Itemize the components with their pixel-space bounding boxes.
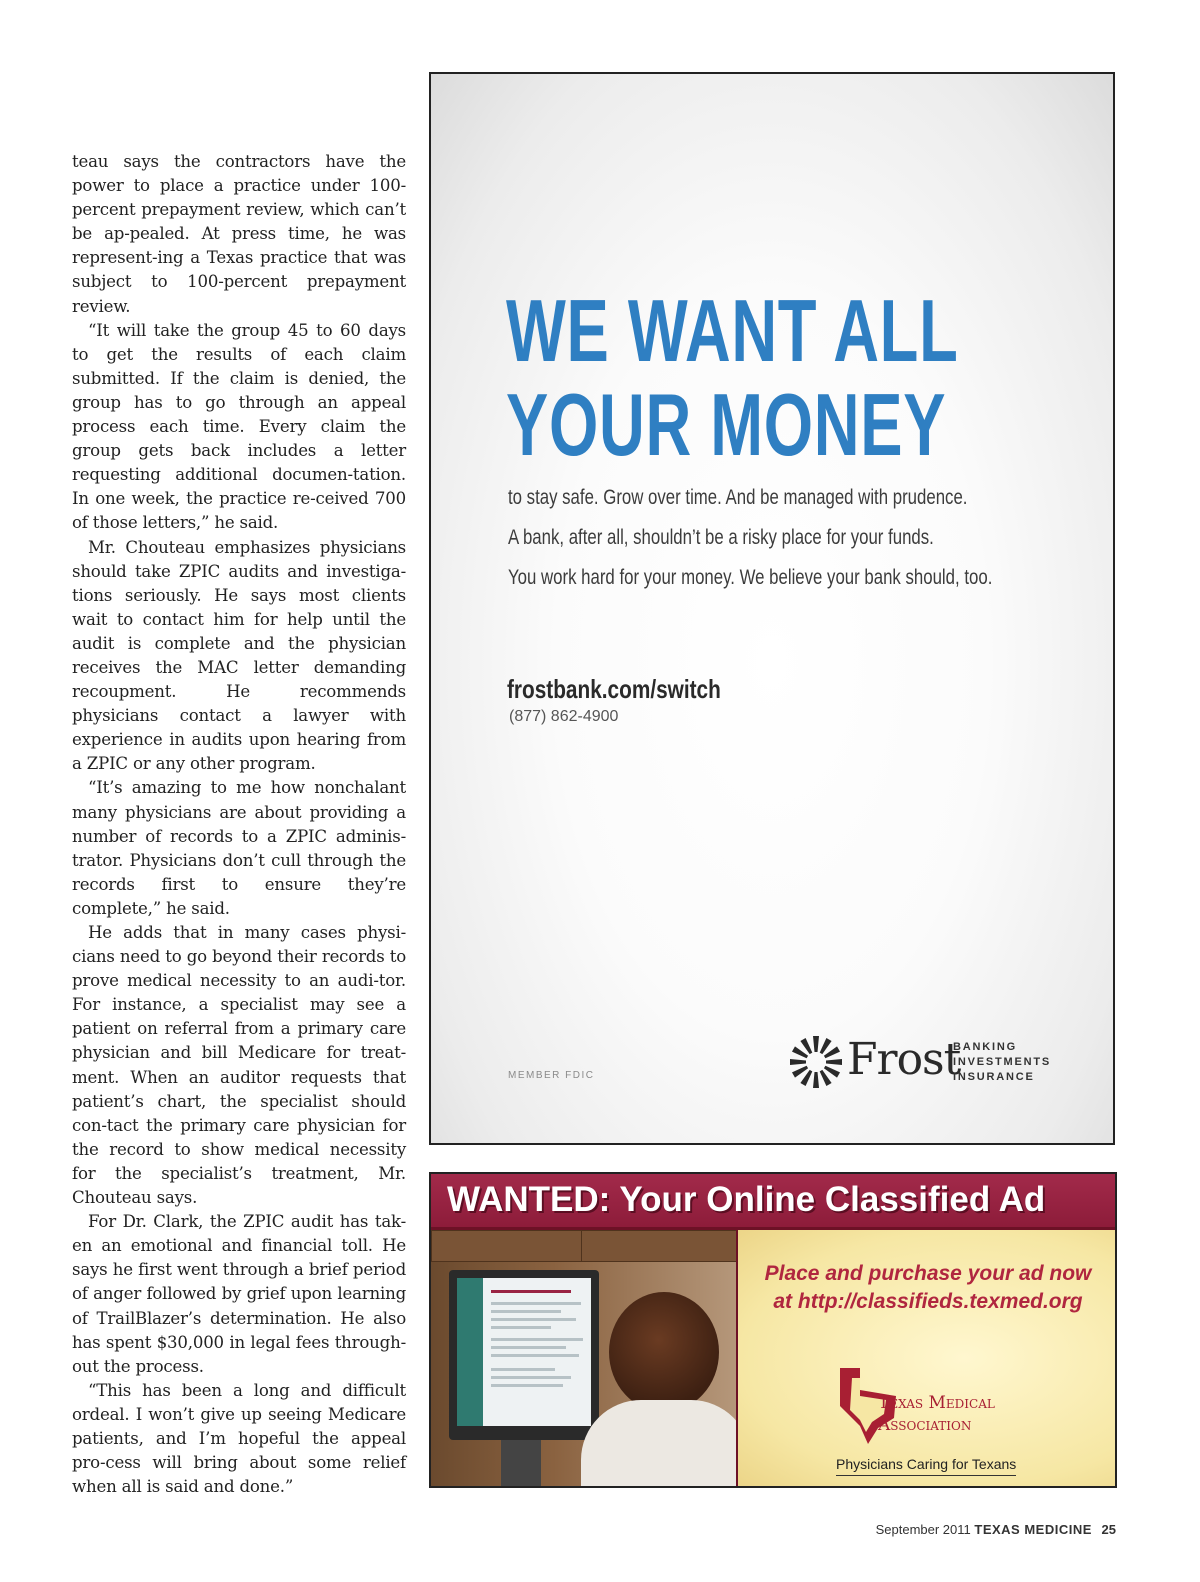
ad-headline-line: YOUR MONEY	[506, 375, 947, 474]
classified-url-link[interactable]: at http://classifieds.texmed.org	[773, 1290, 1083, 1313]
frost-services	[953, 1040, 1051, 1085]
frost-logo	[789, 1032, 1069, 1092]
ad-headline-line: WE WANT ALL	[506, 281, 959, 380]
cta-line: Place and purchase your ad now	[764, 1262, 1092, 1285]
service-label: INSURANCE	[953, 1071, 1035, 1083]
classified-cta	[738, 1260, 1117, 1316]
article-paragraph: For Dr. Clark, the ZPIC audit has tak-en an emotional and financial toll. He says he first went through a brief period of anger followed by grief upon learning of TrailBlazer’s determination. He also has spent $30,000 in legal fees through-out the process.	[72, 1212, 406, 1376]
frost-bank-ad	[429, 72, 1115, 1145]
article-column	[72, 150, 406, 1499]
monitor-image	[449, 1270, 599, 1440]
article-paragraph: “It will take the group 45 to 60 days to get the results of each claim submitted. If the claim is denied, the group has to go through an appeal process each time. Every claim the group gets back includes a letter requesting additional documen-tation. In one week, the practice re-ceived 700 of those letters,” he said.	[72, 320, 406, 533]
tma-name-line: Association	[878, 1415, 972, 1435]
page-footer	[876, 1522, 1116, 1537]
article-paragraph: He adds that in many cases physi-cians need to go beyond their records to prove medical necessity to an audi-tor. For instance, a specialist may see a patient on referral from a primary care physician and bill Medicare for treat-ment. When an auditor requests that patient’s chart, the specialist should con-tact the primary care physician for the record to show medical necessity for the specialist’s treatment, Mr. Chouteau says.	[72, 923, 406, 1208]
ad-body	[508, 478, 1068, 598]
classified-banner-text: WANTED: Your Online Classified Ad	[447, 1180, 1046, 1219]
tma-name-line: Texas Medical	[878, 1393, 995, 1413]
frost-burst-icon	[789, 1035, 843, 1089]
ad-body-line: to stay safe. Grow over time. And be managed with prudence.	[508, 486, 968, 509]
magazine-title: TEXAS MEDICINE	[974, 1522, 1092, 1537]
computer-user-photo	[431, 1230, 736, 1488]
ad-body-line: A bank, after all, shouldn’t be a risky place for your funds.	[508, 526, 934, 549]
classified-info-panel	[736, 1230, 1115, 1486]
ad-headline	[506, 281, 959, 474]
ad-phone: (877) 862-4900	[509, 708, 619, 725]
page-number: 25	[1101, 1522, 1116, 1537]
article-paragraph: teau says the contractors have the power to place a practice under 100-percent prepayment review, which can’t be ap-pealed. At press time, he was represent-ing a Texas practice that was subject to 100-percent prepayment review.	[72, 152, 406, 316]
classified-banner	[431, 1174, 1115, 1230]
service-label: INVESTMENTS	[953, 1056, 1052, 1068]
tma-tagline: Physicians Caring for Texans	[836, 1456, 1016, 1476]
tma-wordmark	[878, 1392, 995, 1436]
service-label: BANKING	[953, 1041, 1017, 1053]
frost-wordmark: Frost	[847, 1034, 961, 1085]
ad-body-line: You work hard for your money. We believe your bank should, too.	[508, 566, 993, 589]
issue-date: September 2011	[875, 1522, 971, 1537]
article-paragraph: “It’s amazing to me how nonchalant many physicians are about providing a number of records to a ZPIC adminis-trator. Physicians don’t cull through the records first to ensure they’re complete,” he said.	[72, 778, 406, 918]
article-paragraph: Mr. Chouteau emphasizes physicians should take ZPIC audits and investiga-tions seriously. He says most clients wait to contact him for help until the audit is complete and the physician receives the MAC letter demanding recoupment. He recommends physicians contact a lawyer with experience in audits upon hearing from a ZPIC or any other program.	[72, 537, 406, 774]
article-paragraph: “This has been a long and difficult ordeal. I won’t give up seeing Medicare patients, and I’m hopeful the appeal pro-cess will bring about some relief when all is said and done.”	[72, 1380, 406, 1497]
member-fdic-label: MEMBER FDIC	[508, 1070, 595, 1081]
classified-ad	[429, 1172, 1117, 1488]
ad-url-link[interactable]: frostbank.com/switch	[507, 674, 721, 704]
